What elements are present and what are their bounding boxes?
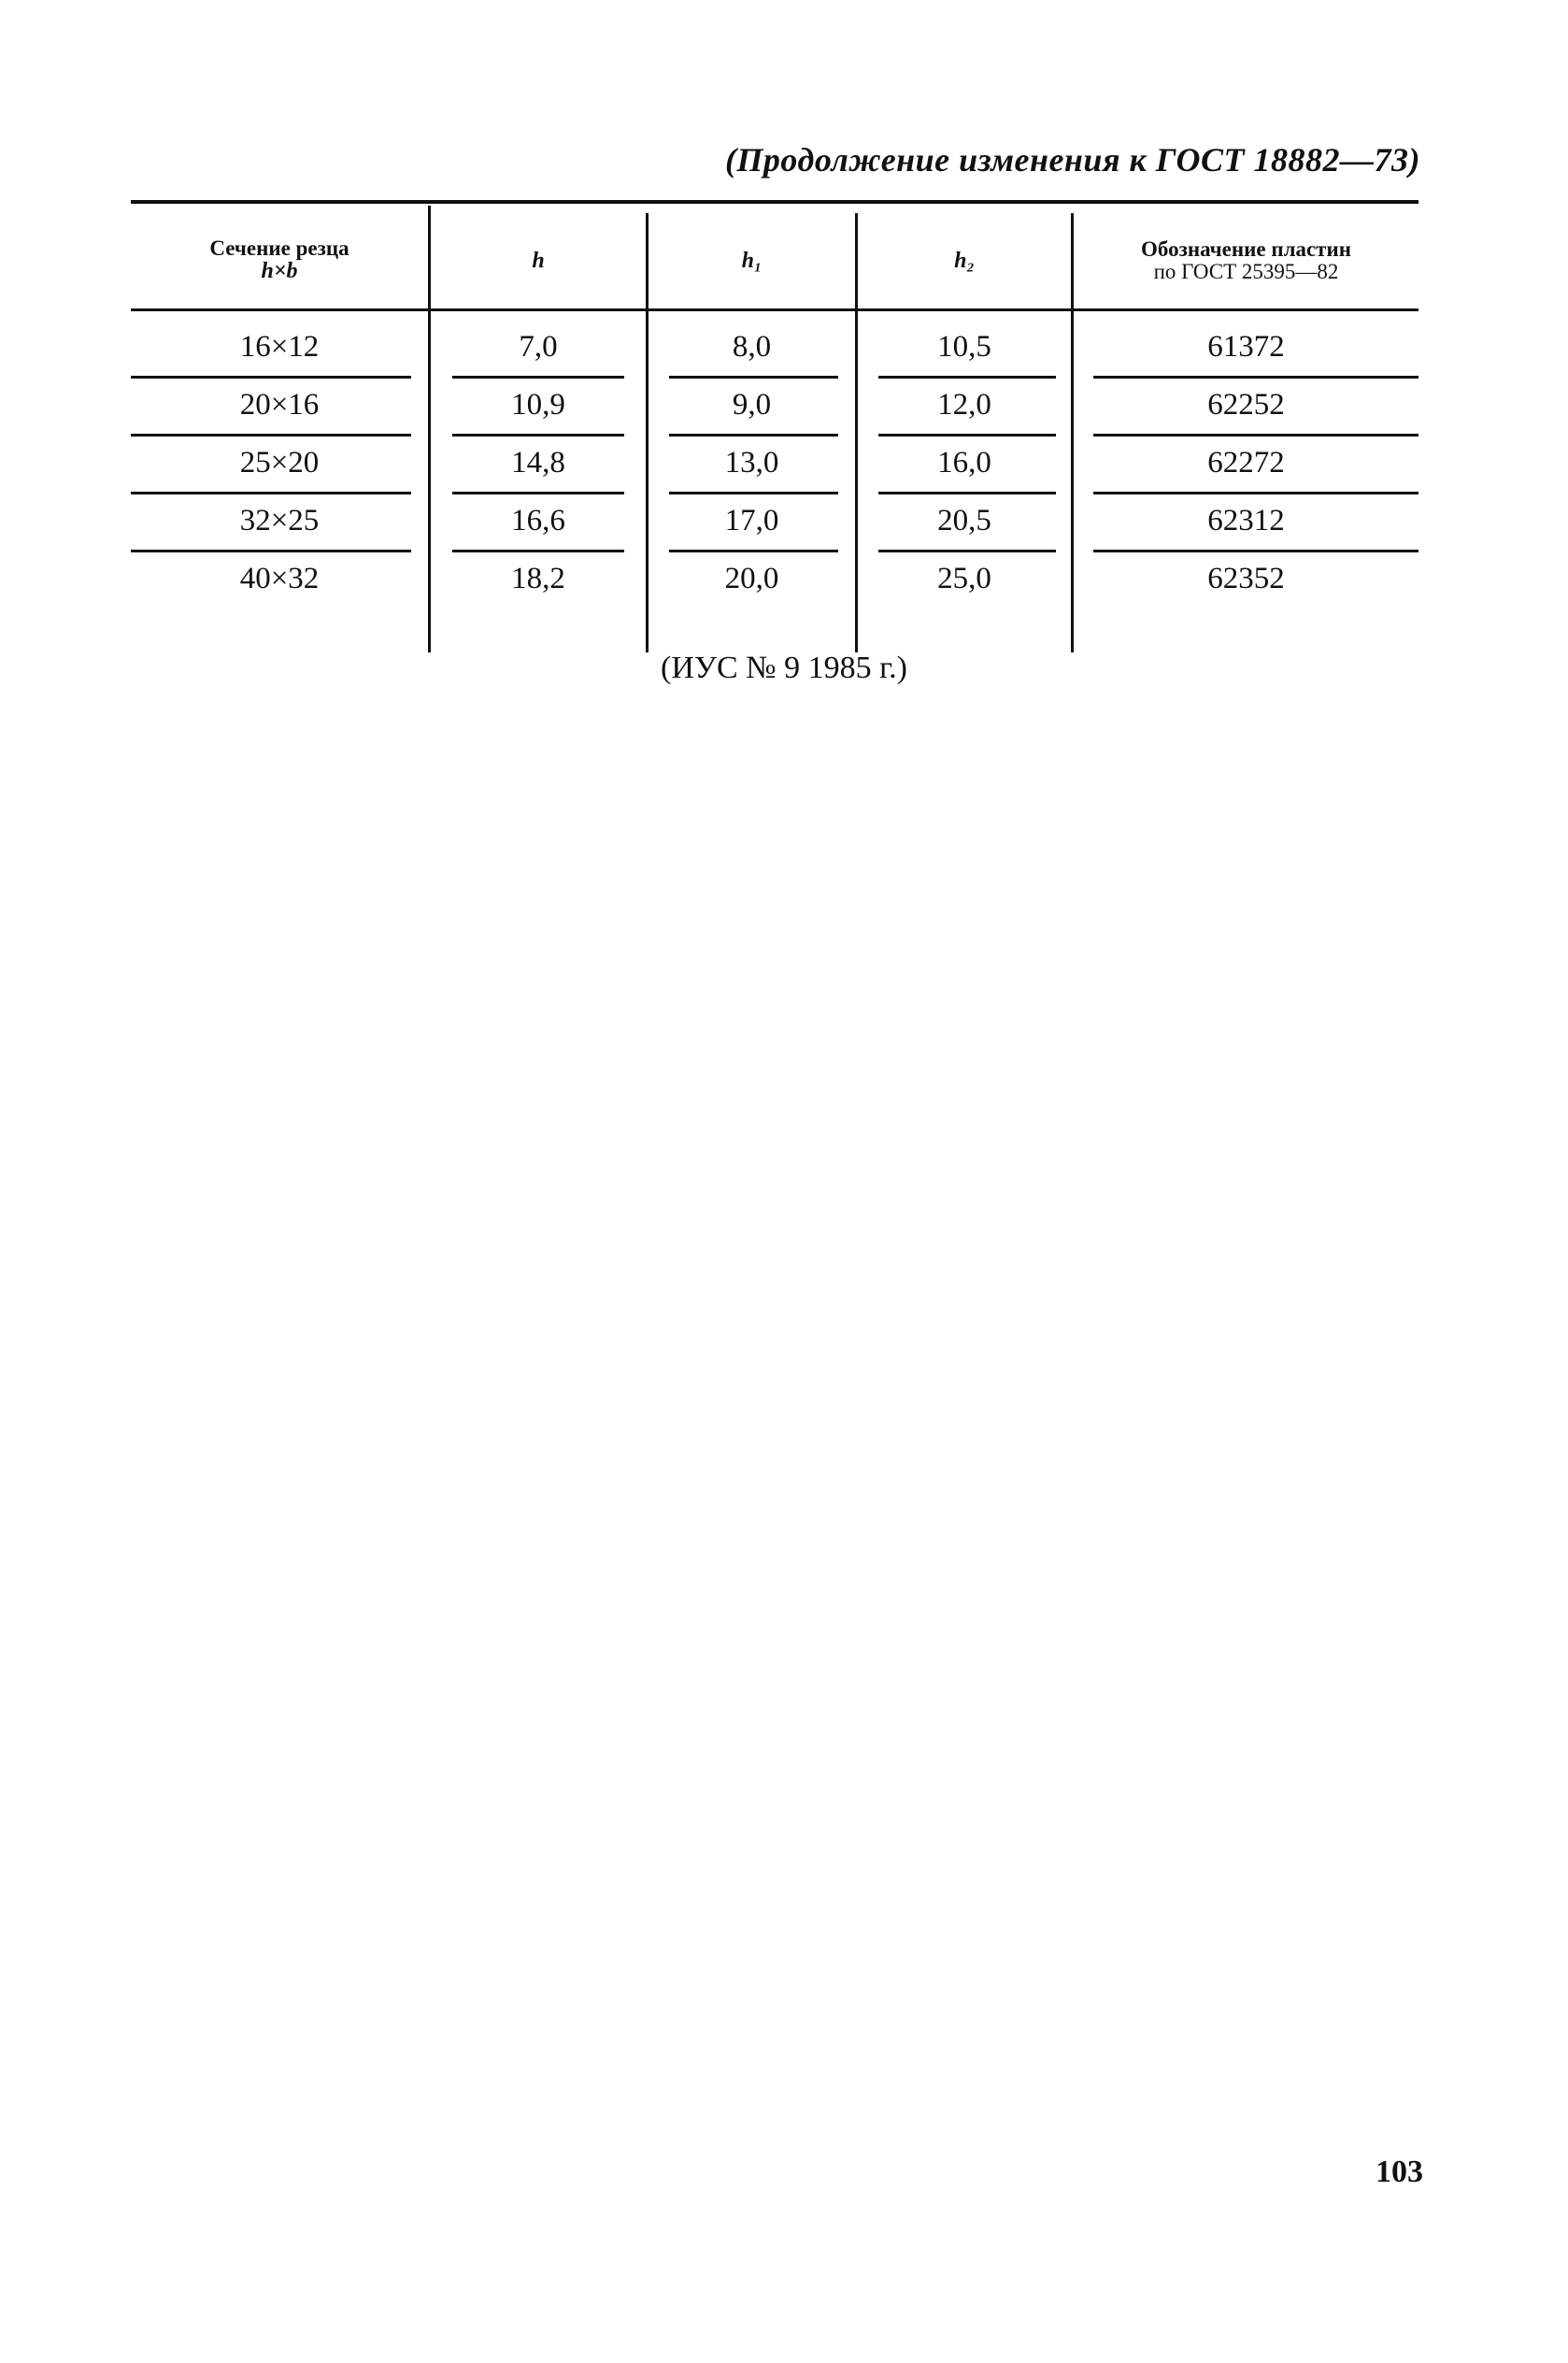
table-cell: 10,5 — [937, 329, 991, 364]
table-cell: 62272 — [1207, 445, 1285, 480]
specification-table — [131, 200, 1418, 654]
row-separator — [878, 376, 1056, 379]
table-cell: 8,0 — [732, 329, 772, 364]
table-cell: 62352 — [1207, 561, 1285, 595]
table-cell: 18,2 — [511, 561, 565, 595]
table-cell: 62252 — [1207, 387, 1285, 422]
column-header-insert-line2: по ГОСТ 25395—82 — [1153, 260, 1339, 283]
table-cell: 61372 — [1207, 329, 1285, 364]
column-header-h2: h₂ — [954, 248, 975, 273]
table-cell: 9,0 — [732, 387, 772, 422]
continuation-header: (Продолжение изменения к ГОСТ 18882—73) — [724, 141, 1420, 179]
row-separator — [1093, 376, 1418, 379]
header-bottom-rule — [131, 308, 1418, 311]
column-header-h1: h₁ — [741, 248, 763, 273]
row-separator — [131, 376, 411, 379]
column-header-insert-line1: Обозначение пластин — [1141, 236, 1351, 261]
table-cell: 10,9 — [511, 387, 565, 422]
row-separator — [669, 550, 838, 552]
table-cell: 62312 — [1207, 503, 1285, 537]
row-separator — [131, 434, 411, 437]
table-cell: 25×20 — [239, 445, 320, 480]
row-separator — [1093, 434, 1418, 437]
row-separator — [131, 550, 411, 552]
table-cell: 32×25 — [239, 503, 320, 537]
table-cell: 20,5 — [937, 503, 991, 537]
footnote: (ИУС № 9 1985 г.) — [661, 651, 907, 685]
column-header-section-formula: h×b — [261, 259, 298, 284]
row-separator — [452, 434, 624, 437]
table-cell: 12,0 — [937, 387, 991, 422]
column-header-section-title: Сечение резца — [209, 236, 349, 261]
table-cell: 25,0 — [937, 561, 991, 595]
row-separator — [1093, 492, 1418, 494]
table-cell: 40×32 — [239, 561, 320, 595]
row-separator — [669, 492, 838, 494]
table-cell: 16,6 — [511, 503, 565, 537]
table-cell: 17,0 — [724, 503, 779, 537]
row-separator — [452, 492, 624, 494]
column-header-h: h — [532, 248, 545, 273]
row-separator — [878, 434, 1056, 437]
row-separator — [878, 550, 1056, 552]
row-separator — [1093, 550, 1418, 552]
table-cell: 13,0 — [724, 445, 779, 480]
row-separator — [669, 376, 838, 379]
page-number: 103 — [1376, 2155, 1423, 2189]
table-cell: 20,0 — [724, 561, 779, 595]
row-separator — [131, 492, 411, 494]
table-cell: 20×16 — [239, 387, 320, 422]
table-cell: 7,0 — [519, 329, 558, 364]
row-separator — [452, 376, 624, 379]
table-cell: 16,0 — [937, 445, 991, 480]
table-top-rule — [131, 200, 1418, 204]
row-separator — [669, 434, 838, 437]
row-separator — [452, 550, 624, 552]
table-cell: 16×12 — [239, 329, 320, 364]
table-cell: 14,8 — [511, 445, 565, 480]
column-header-section — [131, 219, 428, 303]
row-separator — [878, 492, 1056, 494]
column-header-insert-designation — [1074, 219, 1418, 303]
